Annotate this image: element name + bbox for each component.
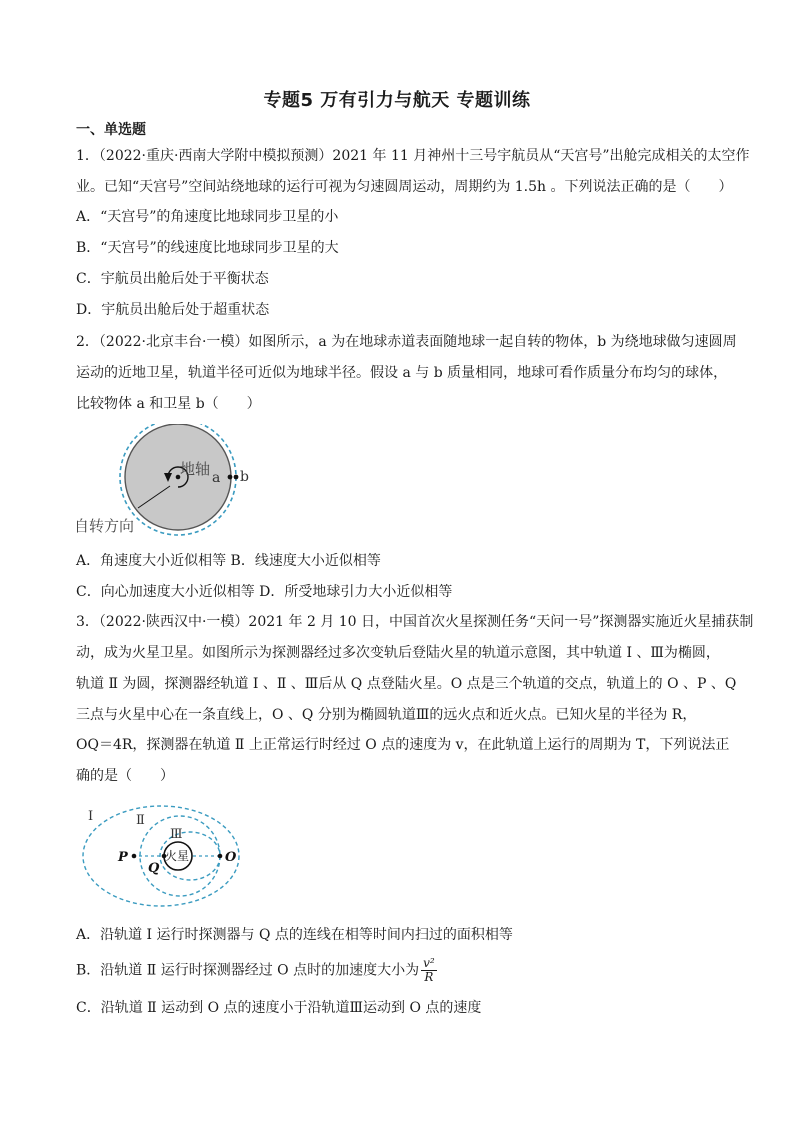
label-a: a [212, 470, 221, 486]
point-a-dot [228, 475, 233, 480]
q1-stem-line2: 业。已知“天宫号”空间站绕地球的运行可视为匀速圆周运动，周期约为 1.5h 。下列说法正确的是（ ） [76, 179, 733, 195]
label-q: Q [148, 861, 160, 876]
q2-stem-line2: 运动的近地卫星，轨道半径可近似为地球半径。假设 a 与 b 质量相同，地球可看作质量分布均匀的球体， [76, 365, 728, 381]
q3-option-b-fraction [421, 957, 437, 984]
q1-option-c: C．宇航员出舱后处于平衡状态 [76, 271, 269, 287]
q3-option-b [76, 957, 437, 984]
mars-orbit-figure [78, 800, 248, 912]
q2-options-cd: C．向心加速度大小近似相等 D．所受地球引力大小近似相等 [76, 584, 453, 600]
q3-stem-line1: 3．（2022·陕西汉中·一模）2021 年 2 月 10 日，中国首次火星探测任务“天问一号”探测器实施近火星捕获制 [76, 614, 754, 630]
earth-rotation-figure [72, 424, 262, 539]
q1-option-a: A．“天宫号”的角速度比地球同步卫星的小 [76, 209, 339, 225]
q3-stem-line2: 动，成为火星卫星。如图所示为探测器经过多次变轨后登陆火星的轨道示意图，其中轨道 Ⅰ 、Ⅲ为椭圆， [76, 645, 720, 661]
fraction-denominator: R [424, 970, 434, 984]
point-o-dot [218, 854, 223, 859]
orbit-1-label: Ⅰ [88, 809, 94, 824]
page-title: 专题5 万有引力与航天 专题训练 [263, 90, 531, 111]
q3-stem-line4: 三点与火星中心在一条直线上，O 、Q 分别为椭圆轨道Ⅲ的远火点和近火点。已知火星的半径为 R， [76, 707, 697, 723]
orbit-2-label: Ⅱ [136, 813, 145, 828]
q3-stem-line6: 确的是（ ） [76, 768, 174, 784]
q3-option-a: A．沿轨道 Ⅰ 运行时探测器与 Q 点的连线在相等时间内扫过的面积相等 [76, 927, 513, 943]
q3-option-c: C．沿轨道 Ⅱ 运动到 O 点的速度小于沿轨道Ⅲ运动到 O 点的速度 [76, 1000, 482, 1016]
point-b-dot [234, 475, 239, 480]
q1-stem-line1: 1．（2022·重庆·西南大学附中模拟预测）2021 年 11 月神州十三号宇航员从“天宫号”出舱完成相关的太空作 [76, 148, 750, 164]
label-b: b [240, 469, 249, 485]
orbit-3-label: Ⅲ [170, 827, 183, 842]
q2-options-ab: A．角速度大小近似相等 B．线速度大小近似相等 [76, 553, 381, 569]
point-p-dot [132, 854, 137, 859]
rotation-label: 自转方向 [74, 517, 135, 535]
q3-stem-line3: 轨道 Ⅱ 为圆，探测器经轨道 Ⅰ 、Ⅱ 、Ⅲ后从 Q 点登陆火星。O 点是三个轨道的交点，轨道上的 O 、P 、Q [76, 676, 737, 692]
q3-option-b-text: B．沿轨道 Ⅱ 运行时探测器经过 O 点时的加速度大小为 [76, 962, 420, 979]
label-p: P [118, 850, 128, 865]
q1-option-d: D．宇航员出舱后处于超重状态 [76, 302, 270, 318]
axis-label: 地轴 [180, 460, 211, 478]
section-heading: 一、单选题 [76, 122, 146, 138]
mars-label: 火星 [165, 849, 190, 863]
label-o: O [225, 850, 237, 865]
q3-stem-line5: OQ＝4R，探测器在轨道 Ⅱ 上正常运行时经过 O 点的速度为 v，在此轨道上运行的周期为 T，下列说法正 [76, 737, 730, 753]
q2-stem-line3: 比较物体 a 和卫星 b（ ） [76, 396, 261, 412]
q2-stem-line1: 2．（2022·北京丰台·一模）如图所示，a 为在地球赤道表面随地球一起自转的物体，b 为绕地球做匀速圆周 [76, 334, 737, 350]
fraction-numerator: v² [423, 956, 435, 970]
q1-option-b: B．“天宫号”的线速度比地球同步卫星的大 [76, 240, 339, 256]
